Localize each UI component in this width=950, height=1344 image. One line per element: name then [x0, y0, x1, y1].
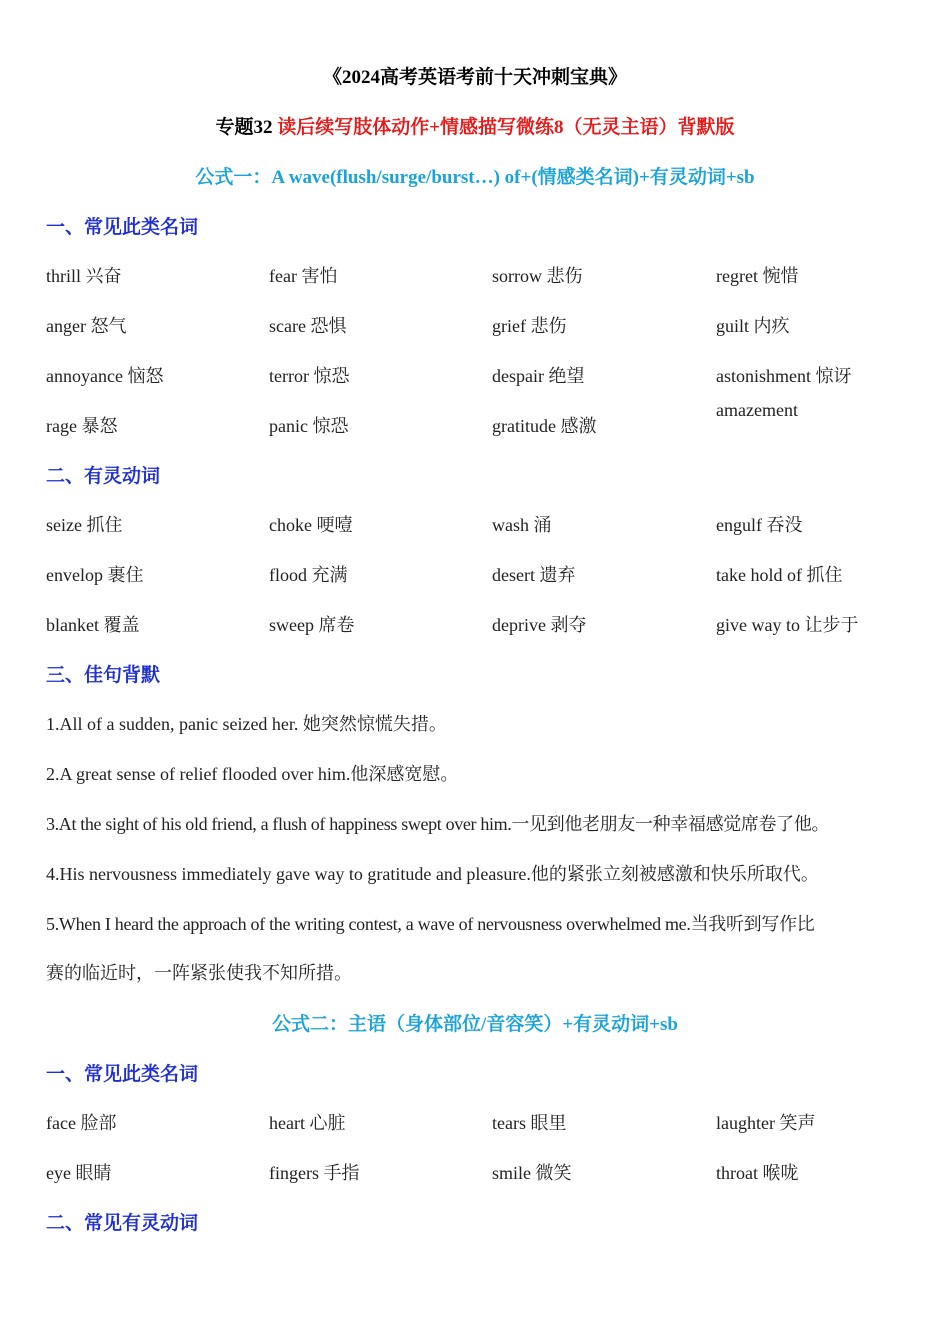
- noun-cell: amazement: [716, 400, 798, 420]
- section2-nouns-heading: 一、常见此类名词: [46, 1063, 199, 1085]
- example-sentence-continuation: 赛的临近时，一阵紧张使我不知所措。: [46, 963, 352, 983]
- section1-sentences-heading: 三、佳句背默: [46, 664, 161, 686]
- section1-nouns-heading: 一、常见此类名词: [46, 216, 199, 238]
- noun-cell: grief 悲伤: [492, 316, 567, 336]
- noun-cell: tears 眼里: [492, 1113, 567, 1133]
- example-sentence: 4.His nervousness immediately gave way to gratitude and pleasure.他的紧张立刻被感激和快乐所取代。: [46, 864, 819, 884]
- section2-verbs-heading: 二、常见有灵动词: [46, 1212, 199, 1234]
- noun-cell: despair 绝望: [492, 366, 585, 386]
- verb-cell: blanket 覆盖: [46, 615, 140, 635]
- section1-verbs-heading: 二、有灵动词: [46, 465, 161, 487]
- noun-cell: throat 喉咙: [716, 1163, 799, 1183]
- noun-cell: gratitude 感激: [492, 416, 597, 436]
- verb-cell: wash 涌: [492, 515, 552, 535]
- noun-cell: rage 暴怒: [46, 416, 118, 436]
- document-title: 《2024高考英语考前十天冲刺宝典》: [322, 67, 627, 88]
- noun-cell: smile 微笑: [492, 1163, 572, 1183]
- noun-cell: thrill 兴奋: [46, 266, 122, 286]
- formula-two: 公式二：主语（身体部位/音容笑）+有灵动词+sb: [272, 1014, 678, 1035]
- verb-cell: envelop 裹住: [46, 565, 144, 585]
- verb-cell: sweep 席卷: [269, 615, 355, 635]
- noun-cell: fingers 手指: [269, 1163, 360, 1183]
- noun-cell: guilt 内疚: [716, 316, 790, 336]
- verb-cell: take hold of 抓住: [716, 565, 843, 585]
- noun-cell: annoyance 恼怒: [46, 366, 164, 386]
- example-sentence: 5.When I heard the approach of the writing contest, a wave of nervousness overwhelmed me.当我听到写作比: [46, 914, 815, 934]
- noun-cell: heart 心脏: [269, 1113, 346, 1133]
- example-sentence: 3.At the sight of his old friend, a flush of happiness swept over him.一见到他老朋友一种幸福感觉席卷了他。: [46, 814, 830, 834]
- verb-cell: engulf 吞没: [716, 515, 803, 535]
- noun-cell: eye 眼睛: [46, 1163, 112, 1183]
- topic-name: 读后续写肢体动作+情感描写微练8（无灵主语）背默版: [277, 117, 735, 138]
- topic-number: 专题32: [215, 117, 278, 138]
- verb-cell: flood 充满: [269, 565, 348, 585]
- example-sentence: 2.A great sense of relief flooded over him.他深感宽慰。: [46, 764, 459, 784]
- noun-cell: terror 惊恐: [269, 366, 350, 386]
- verb-cell: choke 哽噎: [269, 515, 353, 535]
- noun-cell: regret 惋惜: [716, 266, 799, 286]
- noun-cell: fear 害怕: [269, 266, 338, 286]
- example-sentence: 1.All of a sudden, panic seized her. 她突然惊慌失措。: [46, 714, 447, 734]
- noun-cell: astonishment 惊讶: [716, 366, 852, 386]
- verb-cell: desert 遗弃: [492, 565, 576, 585]
- verb-cell: give way to 让步于: [716, 615, 859, 635]
- verb-cell: seize 抓住: [46, 515, 123, 535]
- noun-cell: anger 怒气: [46, 316, 127, 336]
- noun-cell: sorrow 悲伤: [492, 266, 583, 286]
- noun-cell: panic 惊恐: [269, 416, 349, 436]
- verb-cell: deprive 剥夺: [492, 615, 587, 635]
- noun-cell: laughter 笑声: [716, 1113, 816, 1133]
- noun-cell: scare 恐惧: [269, 316, 347, 336]
- formula-one: 公式一：A wave(flush/surge/burst…) of+(情感类名词)+有灵动词+sb: [195, 167, 755, 188]
- topic-subtitle: [0, 112, 950, 139]
- noun-cell: face 脸部: [46, 1113, 117, 1133]
